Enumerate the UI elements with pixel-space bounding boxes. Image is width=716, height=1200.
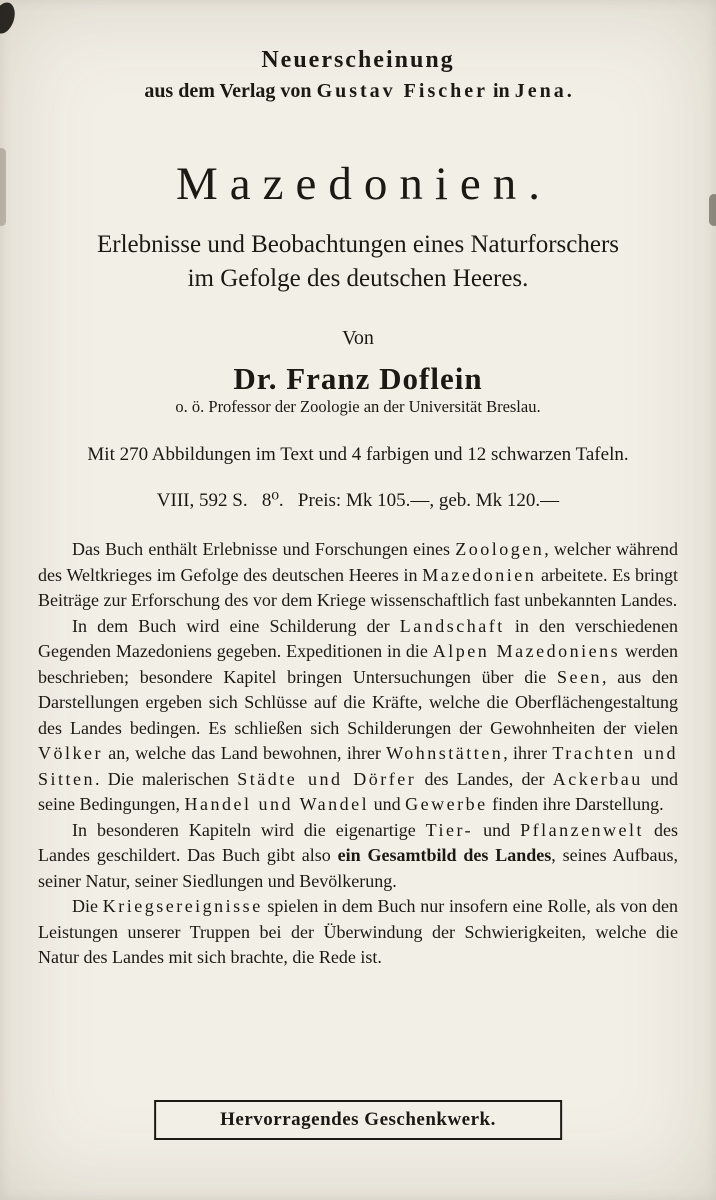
text-run: in den verschiedenen Gegenden Mazedoniens gegeben. Expeditionen in die (38, 615, 679, 661)
author-name: Dr. Franz Doflein (233, 361, 483, 396)
subtitle-line-1: Erlebnisse und Beobachtungen eines Naturforschers (96, 231, 620, 258)
text-run: In dem Buch wird eine Schilderung der (72, 615, 400, 636)
byline-label: Von (342, 327, 374, 349)
bold-text-run: ein Gesamtbild des Landes (337, 845, 552, 865)
paragraph (38, 614, 678, 818)
letterspaced-text-run: Pflanzenwelt (520, 819, 645, 840)
text-run: finden ihre Darstellung. (487, 794, 664, 814)
letterspaced-text-run: Jena (514, 80, 567, 102)
paragraph (38, 818, 678, 895)
text-run: , ihrer (503, 743, 553, 763)
letterspaced-text-run: Kriegsereignisse (102, 896, 263, 916)
letterspaced-text-run: Gewerbe (405, 794, 488, 814)
text-run: . (566, 80, 572, 102)
publisher-line (0, 78, 716, 104)
text-run: , welcher während des Weltkrieges im Gefolge des deutschen Heeres in (38, 539, 679, 585)
book-title: Mazedonien. (175, 158, 553, 210)
letterspaced-text-run: Trachten und Sitten (38, 743, 678, 789)
text-run: , aus den Darstellungen ergeben sich Schlüsse auf die Kräfte, welche die Oberflächengestaltung des Landes bedingen. Es schließen sich Schilderungen der Gewohnheiten der vielen (38, 666, 678, 738)
footer-label: Hervorragendes Geschenkwerk. (220, 1109, 496, 1130)
text-run: spielen in dem Buch nur insofern eine Rolle, als von den Leistungen unserer Truppen bei der Überwindung der Schwierigkeiten, welche die Natur des Landes mit sich brachte, die Rede ist. (38, 896, 678, 967)
author-affiliation: o. ö. Professor der Zoologie an der Universität Breslau. (175, 397, 541, 416)
illustrations-note: Mit 270 Abbildungen im Text und 4 farbigen und 12 schwarzen Tafeln. (87, 444, 629, 465)
text-run: aus dem Verlag von (144, 80, 317, 102)
text-run: des Landes, der (416, 768, 553, 789)
letterspaced-text-run: Seen (557, 666, 603, 687)
paragraph (38, 894, 678, 971)
text-run: in (488, 80, 515, 102)
text-run: und (473, 819, 521, 840)
text-run: , seines Aufbaus, seiner Natur, seiner Siedlungen und Bevölkerung. (38, 845, 678, 891)
text-run: und (369, 794, 406, 814)
letterspaced-text-run: Tier- (425, 819, 474, 840)
letterspaced-text-run: Gustav Fischer (316, 80, 488, 102)
letterspaced-text-run: Mazedonien (422, 564, 537, 585)
letterspaced-text-run: Alpen Mazedoniens (432, 641, 621, 661)
subtitle-line-2: im Gefolge des deutschen Heeres. (187, 265, 529, 292)
letterspaced-text-run: Landschaft (399, 615, 505, 636)
letterspaced-text-run: Wohnstätten (386, 743, 504, 763)
description-text (38, 537, 678, 971)
text-run: Die (72, 896, 103, 916)
text-run: In besonderen Kapiteln wird die eigenartige (72, 819, 426, 840)
text-run: und seine Bedingungen, (38, 768, 679, 814)
text-run: des Landes geschildert. Das Buch gibt also (38, 819, 679, 865)
text-run: an, welche das Land bewohnen, ihrer (102, 743, 387, 763)
scan-artifact (0, 0, 18, 36)
text-run: Das Buch enthält Erlebnisse und Forschungen eines (72, 539, 456, 559)
text-run: . Die malerischen (95, 768, 238, 789)
letterspaced-text-run: Zoologen (455, 539, 545, 559)
text-run: arbeitete. Es bringt Beiträge zur Erforschung des vor dem Kriege wissenschaftlich fast unbekannten Landes. (38, 564, 678, 610)
footer-highlight-box (154, 1100, 562, 1140)
format-price-line: VIII, 592 S. 8⁰. Preis: Mk 105.—, geb. Mk 120.— (156, 490, 560, 511)
letterspaced-text-run: Ackerbau (552, 768, 643, 789)
letterspaced-text-run: Völker (38, 743, 103, 763)
announcement-heading: Neuerscheinung (261, 47, 455, 73)
paragraph (38, 537, 678, 614)
letterspaced-text-run: Handel und Wandel (184, 794, 370, 814)
text-run: werden beschrieben; besondere Kapitel bringen Untersuchungen über die (38, 641, 678, 687)
letterspaced-text-run: Städte und Dörfer (237, 768, 417, 789)
book-subtitle (0, 228, 716, 296)
